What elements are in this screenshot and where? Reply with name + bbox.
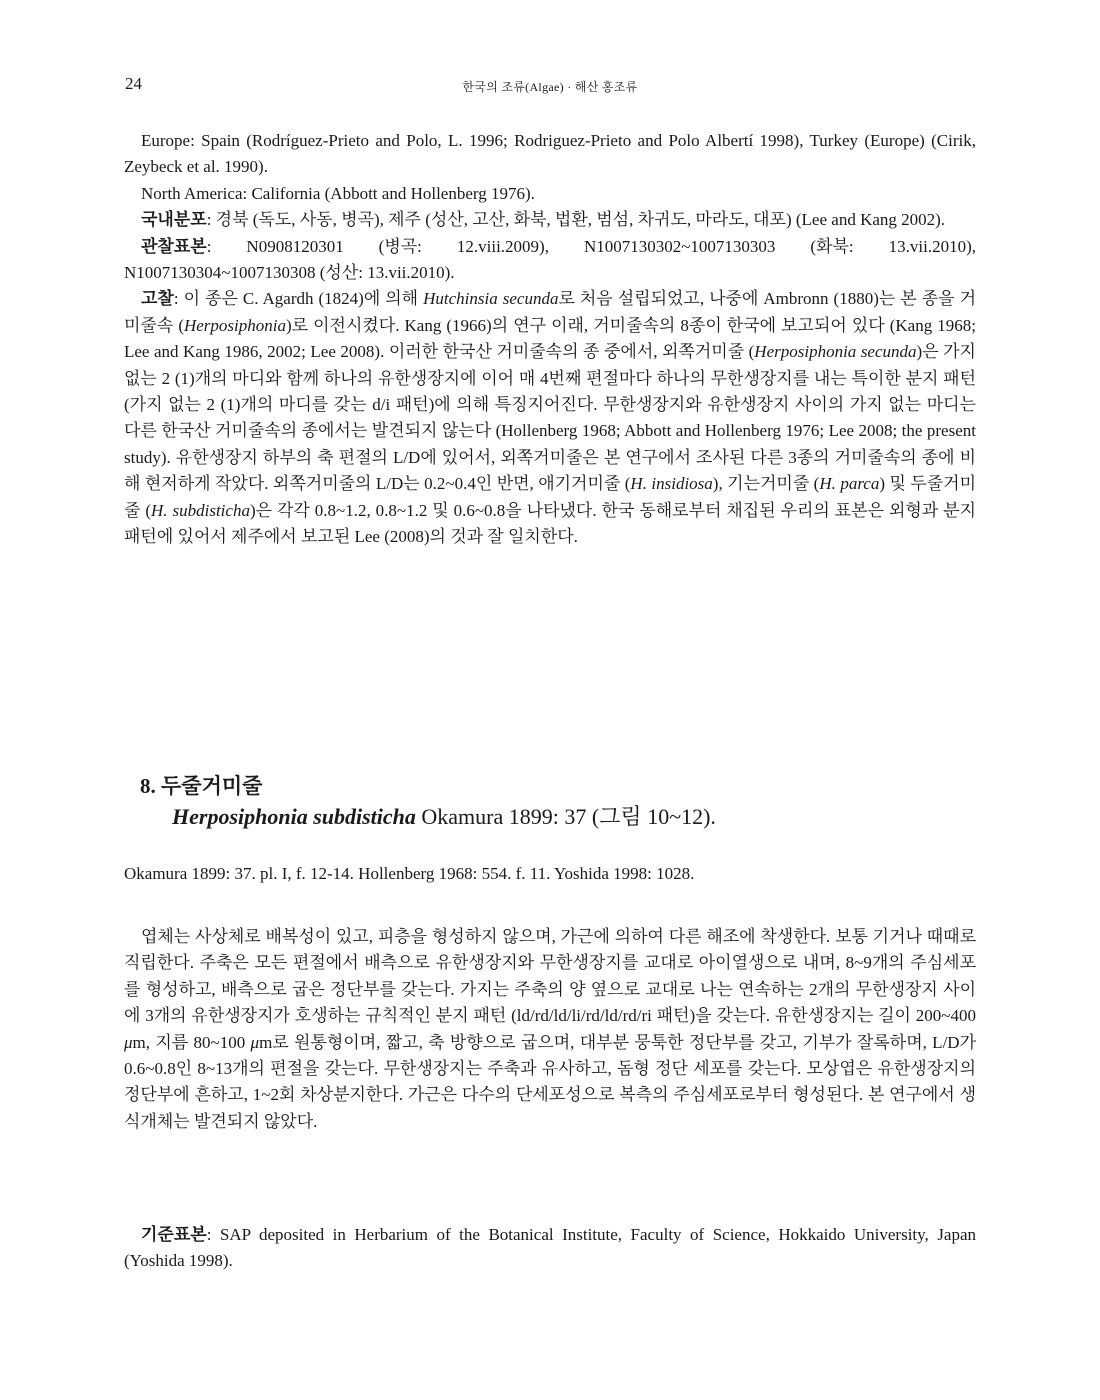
type-specimen-text: : SAP deposited in Herbarium of the Botanical Institute, Faculty of Science, Hokkaido University, Japan (Yoshida 1998). [124, 1225, 976, 1271]
page-number: 24 [125, 74, 142, 93]
remarks-text: : 이 종은 C. Agardh (1824)에 의해 [173, 289, 424, 309]
description-text: 엽체는 사상체로 배복성이 있고, 피층을 형성하지 않으며, 가근에 의하여 다른 해조에 착생한다. 보통 기거나 때때로 직립한다. 주축은 모든 편절에서 배측으로 유한생장지와 무한생장지를 교대로 아이열생으로 내며, 8~9개의 주심세포를 형성하고, 배측으로 굽은 정단부를 갖는다. 가지는 주축의 양 옆으로 교대로 나는 연속하는 2개의 무한생장지 사이에 3개의 유한생장지가 호생하는 규칙적인 분지 패턴 (ld/rd/ld/li/rd/ld/rd/ri 패턴)을 갖는다. 유한생장지는 길이 200~400 [124, 927, 976, 1026]
remarks-taxon-name: Hutchinsia secunda [423, 289, 559, 309]
observed-specimens-label: 관찰표본 [141, 236, 207, 256]
distribution-europe: Europe: Spain (Rodríguez-Prieto and Polo, L. 1996; Rodriguez-Prieto and Polo Albertí 1998), Turkey (Europe) (Cirik, Zeybeck et al. 1990). [124, 131, 976, 177]
species-heading [140, 772, 980, 834]
observed-specimens [124, 234, 976, 287]
domestic-distribution [124, 207, 976, 233]
remarks-taxon-name: H. parca [819, 474, 880, 494]
observed-specimens-text: : N0908120301 (병곡: 12.viii.2009), N1007130302~1007130303 (화북: 13.vii.2010), N1007130304~1007130308 (성산: 13.vii.2010). [124, 236, 976, 283]
distribution-remarks-block [124, 128, 976, 551]
distribution-north-america: North America: California (Abbott and Hollenberg 1976). [141, 183, 535, 203]
remarks-text: )로 이전시켰다. Kang (1966)의 연구 이래, 거미줄속의 8종이 한국에 보고되어 있다 (Kang 1968; Lee and Kang 1986, 2002; Lee 2008). 이러한 한국산 거미줄속의 종 중에서, 외쪽거미줄 ( [124, 315, 976, 362]
micro-unit: μ [250, 1032, 260, 1052]
type-specimen-label: 기준표본 [141, 1225, 207, 1244]
type-specimen [124, 1222, 976, 1275]
remarks-text: ), 기는거미줄 ( [712, 474, 820, 494]
description-block [124, 924, 976, 1135]
domestic-distribution-label: 국내분포 [141, 210, 207, 230]
remarks-text: 로 처음 설립되었고, 나중에 Ambronn (1880)는 본 종을 거미줄속 ( [124, 289, 976, 335]
remarks-label: 고찰 [141, 289, 174, 309]
remarks-taxon-name: Herposiphonia [183, 315, 286, 335]
description-text: m, 지름 80~100 [132, 1032, 251, 1052]
description-paragraph [124, 924, 976, 1135]
description-text: m로 원통형이며, 짧고, 축 방향으로 굽으며, 대부분 뭉툭한 정단부를 갖고, 기부가 잘록하며, L/D가 0.6~0.8인 8~13개의 편절을 갖는다. 무한생장지는 주축과 유사하고, 돔형 정단 세포를 갖는다. 모상엽은 유한생장지의 정단부에 흔하고, 1~2회 차상분지한다. 가근은 다수의 단세포성으로 복측의 주심세포로부터 형성된다. 본 연구에서 생식개체는 발견되지 않았다. [124, 1032, 976, 1131]
remarks-taxon-name: Herposiphonia secunda [754, 342, 917, 362]
synonymy-references: Okamura 1899: 37. pl. I, f. 12-14. Hollenberg 1968: 554. f. 11. Yoshida 1998: 1028. [124, 864, 695, 883]
remarks-text: )은 각각 0.8~1.2, 0.8~1.2 및 0.6~0.8을 나타냈다. 한국 동해로부터 채집된 우리의 표본은 외형과 분지 패턴에 있어서 제주에서 보고된 Lee (2008)의 것과 잘 일치한다. [124, 500, 976, 547]
remarks-text: )은 가지 없는 2 (1)개의 마디와 함께 하나의 유한생장지에 이어 매 4번째 편절마다 하나의 무한생장지를 내는 특이한 분지 패턴 (가지 없는 2 (1)개의 마디를 갖는 d/i 패턴)에 의해 특징지어진다. 무한생장지와 유한생장지 사이의 가지 없는 마디는 다른 한국산 거미줄속의 종에서는 발견되지 않는다 (Hollenberg 1968; Abbott and Hollenberg 1976; Lee 2008; the present study). 유한생장지 하부의 축 편절의 L/D에 있어서, 외쪽거미줄은 본 연구에서 조사된 다른 3종의 거미줄속의 종에 비해 현저하게 작았다. 외쪽거미줄의 L/D는 0.2~0.4인 반면, 애기거미줄 ( [124, 342, 976, 494]
species-authority: Okamura 1899: 37 (그림 10~12). [415, 804, 716, 829]
type-specimen-block [124, 1222, 976, 1275]
remarks-paragraph [124, 286, 976, 550]
remarks-taxon-name: H. subdisticha [151, 500, 250, 520]
micro-unit: μ [124, 1032, 133, 1052]
domestic-distribution-text: : 경북 (독도, 사동, 병곡), 제주 (성산, 고산, 화북, 법환, 범섬, 차귀도, 마라도, 대포) (Lee and Kang 2002). [206, 210, 946, 230]
running-header: 한국의 조류(Algae) · 해산 홍조류 [462, 80, 638, 94]
species-binomial: Herposiphonia subdisticha [172, 804, 416, 829]
remarks-taxon-name: H. insidiosa [630, 474, 713, 494]
species-korean-title: 8. 두줄거미줄 [140, 774, 263, 798]
remarks-text: ) 및 두줄거미줄 ( [124, 474, 976, 520]
species-scientific-name [172, 800, 980, 834]
